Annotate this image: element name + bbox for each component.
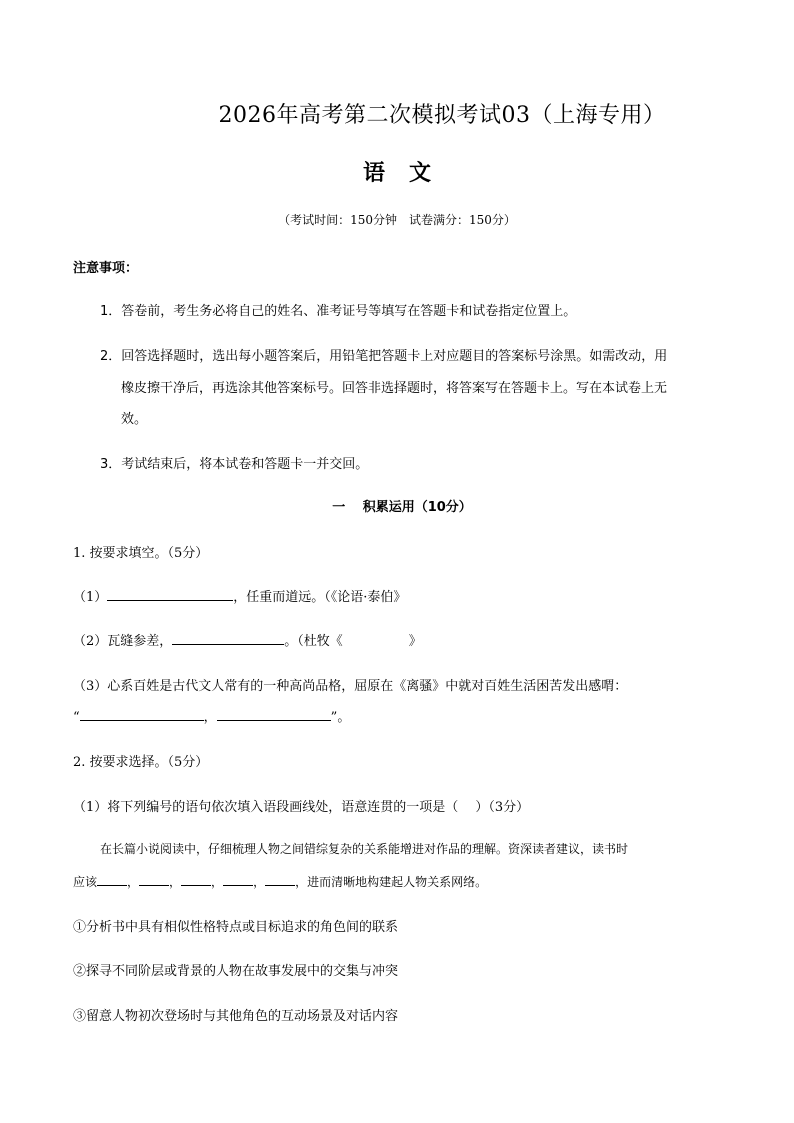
q1-p2-rest: 。（杜牧《 bbox=[284, 634, 343, 649]
notice-item-2-line-1: 2．回答选择题时，选出每小题答案后，用铅笔把答题卡上对应题目的答案标号涂黑。如需改动，用 bbox=[100, 349, 668, 364]
passage-start: 应该 bbox=[73, 875, 98, 889]
exam-meta: （考试时间：150分钟 试卷满分：150分） bbox=[278, 213, 516, 227]
notice-item-2-line-2: 橡皮擦干净后，再选涂其他答案标号。回答非选择题时，将答案写在答题卡上。写在本试卷上无 bbox=[121, 381, 668, 396]
passage-sep: ， bbox=[127, 875, 140, 889]
fill-blank[interactable] bbox=[139, 873, 169, 886]
question-1-part-1 bbox=[73, 586, 406, 605]
fill-blank[interactable] bbox=[223, 873, 253, 886]
notice-item-3: 3．考试结束后，将本试卷和答题卡一并交回。 bbox=[100, 457, 369, 472]
fill-blank[interactable] bbox=[265, 873, 295, 886]
q1-p2-text: （2）瓦缝参差， bbox=[73, 634, 173, 649]
fill-blank[interactable] bbox=[80, 708, 204, 721]
q1-p3-comma: ， bbox=[203, 710, 217, 725]
exam-title: 2026年高考第二次模拟考试03（上海专用） bbox=[218, 103, 666, 128]
option-2: ②探寻不同阶层或背景的人物在故事发展中的交集与冲突 bbox=[73, 964, 399, 979]
fill-blank[interactable] bbox=[217, 708, 331, 721]
passage-sep: ， bbox=[253, 875, 266, 889]
passage-sep: ， bbox=[169, 875, 182, 889]
passage-end: ，进而清晰地构建起人物关系网络。 bbox=[295, 875, 488, 889]
question-2-passage-line-2 bbox=[73, 873, 487, 890]
question-2-stem: 2. 按要求选择。（5分） bbox=[73, 755, 209, 770]
question-1-part-2 bbox=[73, 630, 422, 649]
question-2-passage-line-1: 在长篇小说阅读中，仔细梳理人物之间错综复杂的关系能增进对作品的理解。资深读者建议，读书时 bbox=[100, 842, 629, 856]
question-1-part-3: （3）心系百姓是古代文人常有的一种高尚品格，屈原在《离骚》中就对百姓生活困苦发出感喟： bbox=[73, 679, 628, 694]
q1-p3-open: “ bbox=[73, 710, 80, 725]
fill-blank[interactable] bbox=[181, 873, 211, 886]
option-3: ③留意人物初次登场时与其他角色的互动场景及对话内容 bbox=[73, 1009, 399, 1024]
q1-p2-end: 》 bbox=[408, 634, 422, 649]
fill-blank[interactable] bbox=[97, 873, 127, 886]
notice-item-2-line-3: 效。 bbox=[121, 412, 148, 427]
q1-p1-text: ，任重而道远。（《论语·泰伯》 bbox=[233, 590, 407, 605]
fill-blank[interactable] bbox=[172, 632, 284, 645]
notice-heading: 注意事项： bbox=[73, 261, 139, 276]
q1-p3-close: ”。 bbox=[330, 710, 351, 725]
question-1-stem: 1. 按要求填空。（5分） bbox=[73, 546, 209, 561]
section-heading: 一 积累运用（10分） bbox=[332, 500, 472, 515]
passage-sep: ， bbox=[211, 875, 224, 889]
q1-p1-number: （1） bbox=[73, 590, 108, 605]
notice-item-1: 1．答卷前，考生务必将自己的姓名、准考证号等填写在答题卡和试卷指定位置上。 bbox=[100, 304, 577, 319]
option-1: ①分析书中具有相似性格特点或目标追求的角色间的联系 bbox=[73, 920, 399, 935]
question-2-part-1: （1）将下列编号的语句依次填入语段画线处，语意连贯的一项是（ ）（3分） bbox=[73, 800, 530, 815]
question-1-part-3-answer bbox=[73, 706, 350, 725]
fill-blank[interactable] bbox=[107, 588, 233, 601]
subject-title: 语文 bbox=[362, 160, 455, 186]
